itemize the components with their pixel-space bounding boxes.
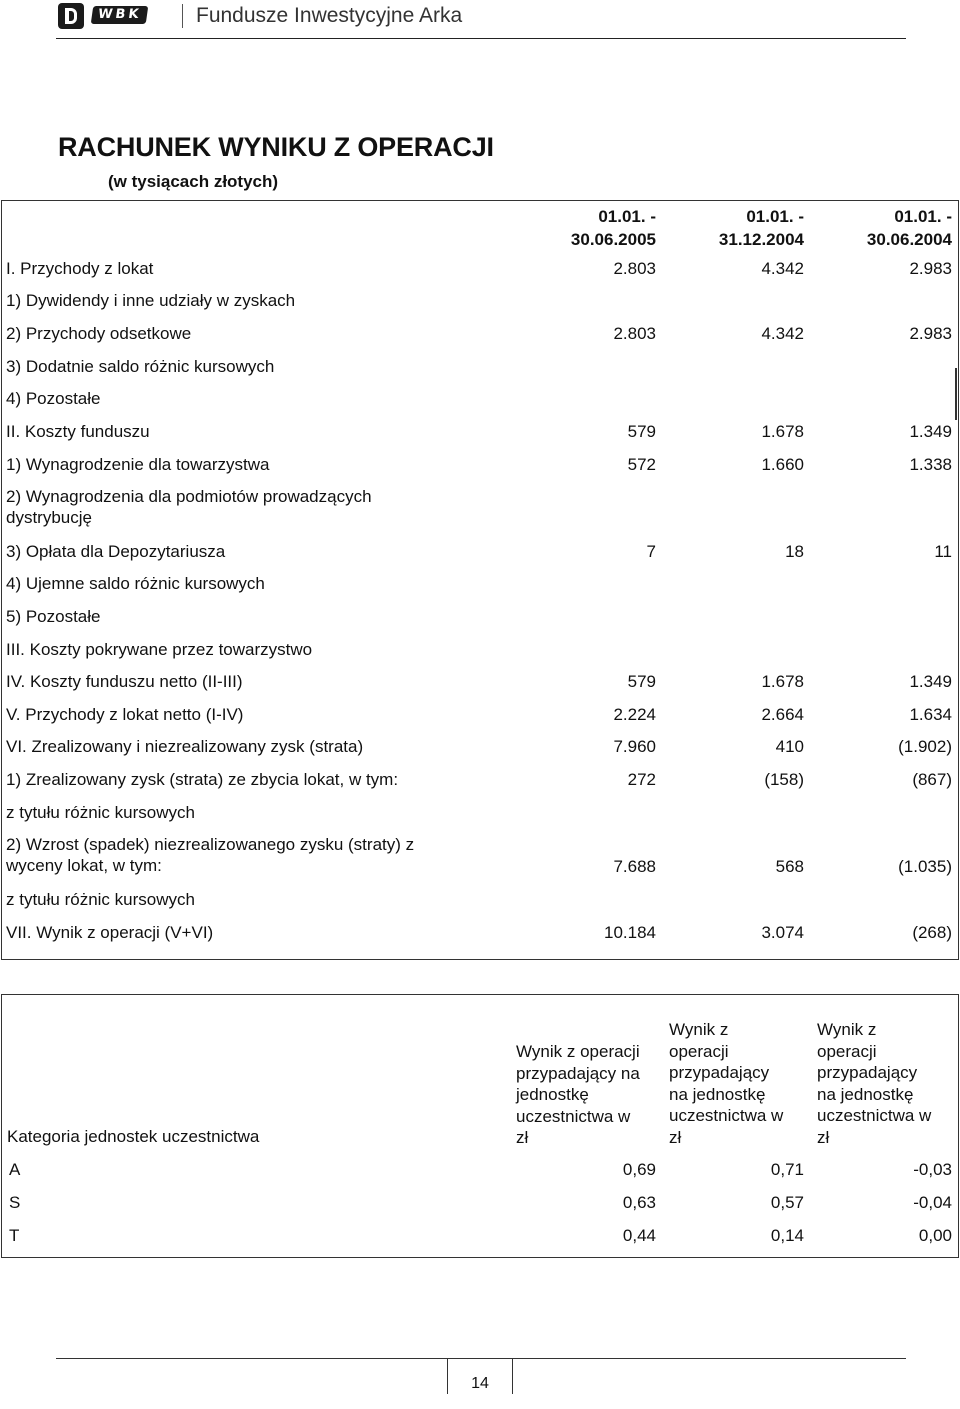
row-label-line1: 2) Wynagrodzenia dla podmiotów prowadzących <box>6 487 372 506</box>
row-label <box>6 541 476 562</box>
row-label <box>6 356 476 377</box>
row-value: 7 <box>646 542 656 561</box>
column-header-2 <box>664 205 804 251</box>
row-label-line1: 2) Przychody odsetkowe <box>6 324 192 343</box>
row-value: 579 <box>627 672 656 691</box>
unit-column-header-line: zł <box>669 1127 682 1147</box>
row-label <box>6 802 476 823</box>
row-value: 4.342 <box>761 259 804 278</box>
row-value: 1.634 <box>909 705 952 724</box>
unit-column-header-line: przypadający na <box>516 1063 640 1083</box>
row-label-line1: 2) Wzrost (spadek) niezrealizowanego zysku (straty) z <box>6 835 415 854</box>
unit-value: 0,63 <box>622 1193 656 1212</box>
row-label-line2: dystrybucję <box>6 508 92 527</box>
row-label <box>6 889 476 910</box>
unit-category: S <box>9 1193 21 1212</box>
row-label-line1: I. Przychody z lokat <box>6 259 154 278</box>
row-label-line1: V. Przychody z lokat netto (I-IV) <box>6 705 244 724</box>
row-value: 2.983 <box>909 259 952 278</box>
column-header-1 <box>516 205 656 251</box>
row-value: 2.664 <box>761 705 804 724</box>
row-value: 272 <box>627 770 656 789</box>
row-value: 1.660 <box>761 455 804 474</box>
row-label <box>6 606 476 627</box>
row-label <box>6 704 476 725</box>
row-value: 10.184 <box>604 923 656 942</box>
row-label-line1: 1) Zrealizowany zysk (strata) ze zbycia lokat, w tym: <box>6 770 399 789</box>
document-header <box>56 0 906 39</box>
row-label-line1: II. Koszty funduszu <box>6 422 150 441</box>
unit-column-header-line: Wynik z <box>817 1020 877 1039</box>
bz-logo-icon <box>58 3 84 29</box>
header-title: Fundusze Inwestycyjne Arka <box>196 4 463 27</box>
unit-value: 0,44 <box>622 1226 656 1245</box>
unit-value: 0,69 <box>622 1160 656 1179</box>
row-value: (1.035) <box>898 857 952 876</box>
row-label <box>6 736 476 757</box>
row-label <box>6 421 476 442</box>
unit-column-header-line: przypadający <box>669 1063 770 1082</box>
row-value: (1.902) <box>898 737 952 756</box>
row-label-line1: VI. Zrealizowany i niezrealizowany zysk (strata) <box>6 737 364 756</box>
row-value: 1.349 <box>909 672 952 691</box>
unit-column-header-line: uczestnictwa w <box>516 1106 631 1126</box>
unit-value: -0,04 <box>913 1193 952 1212</box>
row-label <box>6 671 476 692</box>
row-label <box>6 834 476 876</box>
row-label <box>6 769 476 790</box>
column-header-3 <box>812 205 952 251</box>
row-label-line1: z tytułu różnic kursowych <box>6 803 195 822</box>
row-label <box>6 388 476 409</box>
unit-column-header-line: operacji <box>669 1041 729 1061</box>
row-label-line1: 3) Dodatnie saldo różnic kursowych <box>6 357 275 376</box>
row-value: 410 <box>775 737 804 756</box>
column-header-line2: 30.06.2004 <box>866 230 952 249</box>
row-label <box>6 258 476 279</box>
row-value: 4.342 <box>761 324 804 343</box>
header-separator <box>182 4 183 28</box>
row-label <box>6 454 476 475</box>
unit-column-header-line: uczestnictwa w <box>817 1106 932 1125</box>
row-label-line1: 1) Wynagrodzenie dla towarzystwa <box>6 455 270 474</box>
unit-column-header-2 <box>669 1019 783 1148</box>
row-value: 18 <box>785 542 804 561</box>
row-label <box>6 573 476 594</box>
row-value: (268) <box>912 923 952 942</box>
row-value: 1.349 <box>909 422 952 441</box>
page-subtitle: (w tysiącach złotych) <box>108 172 279 191</box>
unit-column-header-line: zł <box>817 1127 830 1147</box>
unit-column-header-line: Wynik z operacji <box>516 1042 640 1061</box>
row-value: 1.678 <box>761 422 804 441</box>
wbk-logo: WBK <box>91 6 149 24</box>
row-label-line1: 1) Dywidendy i inne udziały w zyskach <box>6 291 296 310</box>
page-title: RACHUNEK WYNIKU Z OPERACJI <box>58 132 494 162</box>
unit-column-header-line: zł <box>516 1128 529 1147</box>
row-value: 2.803 <box>613 259 656 278</box>
column-header-line2: 31.12.2004 <box>718 230 804 249</box>
row-label-line1: 4) Ujemne saldo różnic kursowych <box>6 574 265 593</box>
column-header-line2: 30.06.2005 <box>570 230 656 249</box>
row-value: 568 <box>775 857 804 876</box>
row-value: 1.338 <box>909 455 952 474</box>
unit-column-header-line: na jednostkę <box>817 1084 914 1104</box>
unit-column-header-line: Wynik z <box>669 1020 729 1039</box>
column-header-line1: 01.01. - <box>598 207 656 226</box>
row-label <box>6 290 476 311</box>
row-value: 7.688 <box>613 857 656 876</box>
row-label-line1: IV. Koszty funduszu netto (II-III) <box>6 672 243 691</box>
column-header-line1: 01.01. - <box>746 207 804 226</box>
row-label <box>6 922 476 943</box>
row-label-line1: 3) Opłata dla Depozytariusza <box>6 542 226 561</box>
row-label-line1: 5) Pozostałe <box>6 607 101 626</box>
unit-value: 0,00 <box>918 1226 952 1245</box>
row-label-line1: VII. Wynik z operacji (V+VI) <box>6 923 214 942</box>
row-value: 579 <box>627 422 656 441</box>
page-number: 14 <box>447 1358 513 1394</box>
category-header: Kategoria jednostek uczestnictwa <box>7 1127 260 1146</box>
row-value: (867) <box>912 770 952 789</box>
unit-value: 0,71 <box>770 1160 804 1179</box>
row-label-line2: wyceny lokat, w tym: <box>6 856 162 875</box>
unit-column-header-line: jednostkę <box>516 1085 589 1104</box>
row-value: 2.224 <box>613 705 656 724</box>
unit-column-header-1 <box>516 1041 640 1149</box>
row-value: 3.074 <box>761 923 804 942</box>
row-label <box>6 486 476 528</box>
row-label-line1: 4) Pozostałe <box>6 389 101 408</box>
row-label-line1: z tytułu różnic kursowych <box>6 890 195 909</box>
unit-value: -0,03 <box>913 1160 952 1179</box>
unit-column-header-3 <box>817 1019 931 1148</box>
row-value: 572 <box>627 455 656 474</box>
unit-column-header-line: przypadający <box>817 1063 918 1082</box>
unit-column-header-line: na jednostkę <box>669 1084 766 1104</box>
row-value: 11 <box>934 542 952 561</box>
row-value: 1.678 <box>761 672 804 691</box>
unit-category: A <box>9 1160 21 1179</box>
row-value: 2.983 <box>909 324 952 343</box>
row-value: (158) <box>764 770 804 789</box>
unit-value: 0,14 <box>770 1226 804 1245</box>
table-edge-mark <box>955 368 957 420</box>
row-value: 7.960 <box>613 737 656 756</box>
column-header-line1: 01.01. - <box>894 207 952 226</box>
unit-value: 0,57 <box>770 1193 804 1212</box>
row-label <box>6 323 476 344</box>
unit-column-header-line: operacji <box>817 1041 877 1061</box>
row-value: 2.803 <box>613 324 656 343</box>
row-label <box>6 639 476 660</box>
unit-column-header-line: uczestnictwa w <box>669 1106 784 1125</box>
row-label-line1: III. Koszty pokrywane przez towarzystwo <box>6 640 313 659</box>
unit-category: T <box>9 1226 20 1245</box>
